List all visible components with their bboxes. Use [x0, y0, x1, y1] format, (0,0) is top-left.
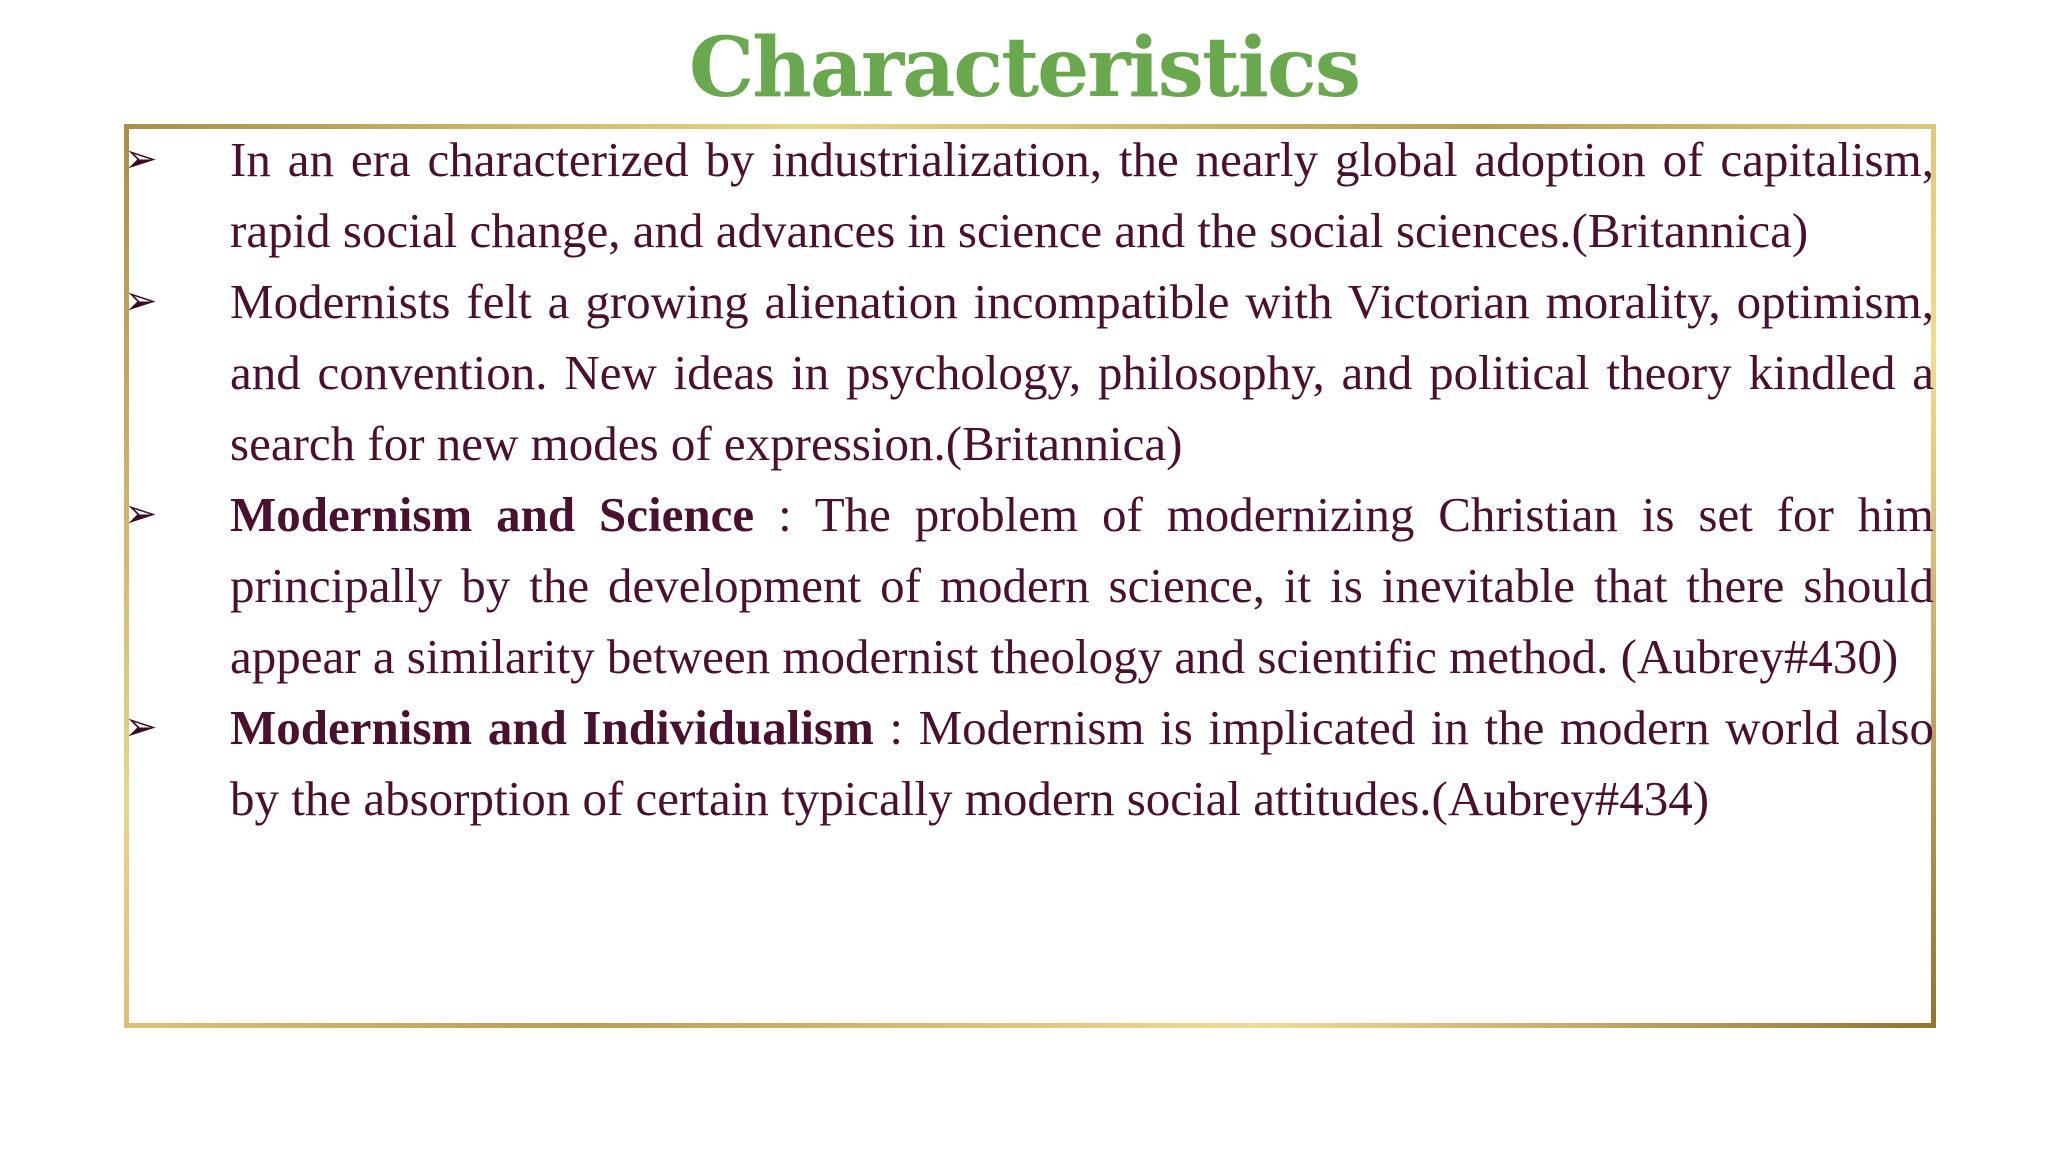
- bullet-item: [124, 124, 1936, 266]
- arrow-bullet-icon: ➢: [124, 491, 158, 537]
- slide-title: Characteristics: [689, 20, 1359, 116]
- bullet-lead: Modernism and Science: [230, 487, 755, 542]
- bullet-lead: Modernism and Individualism: [230, 700, 874, 755]
- bullet-text: The problem of modernizing Christian is set for him principally by the development of modern science, it is inevitable that there should appear a similarity between modernist theology and scientific method. (Aubrey#430): [230, 487, 1934, 684]
- bullet-text: Modernists felt a growing alienation incompatible with Victorian morality, optimism, and convention. New ideas in psychology, philosophy, and political theory kindled a search for new modes of expression.(Britannica): [230, 274, 1934, 471]
- arrow-bullet-icon: ➢: [124, 704, 158, 750]
- bullet-separator: :: [873, 700, 919, 755]
- bullet-item: [124, 479, 1936, 692]
- bullet-separator: :: [754, 487, 815, 542]
- bullet-text: In an era characterized by industrialization, the nearly global adoption of capitalism, rapid social change, and advances in science and the social sciences.(Britannica): [230, 132, 1934, 258]
- arrow-bullet-icon: ➢: [124, 136, 158, 182]
- bullet-item: [124, 692, 1936, 834]
- arrow-bullet-icon: ➢: [124, 278, 158, 324]
- bullet-item: [124, 266, 1936, 479]
- bullet-list: [124, 124, 1936, 834]
- bullet-text: Modernism is implicated in the modern world also by the absorption of certain typically modern social attitudes.(Aubrey#434): [230, 700, 1934, 826]
